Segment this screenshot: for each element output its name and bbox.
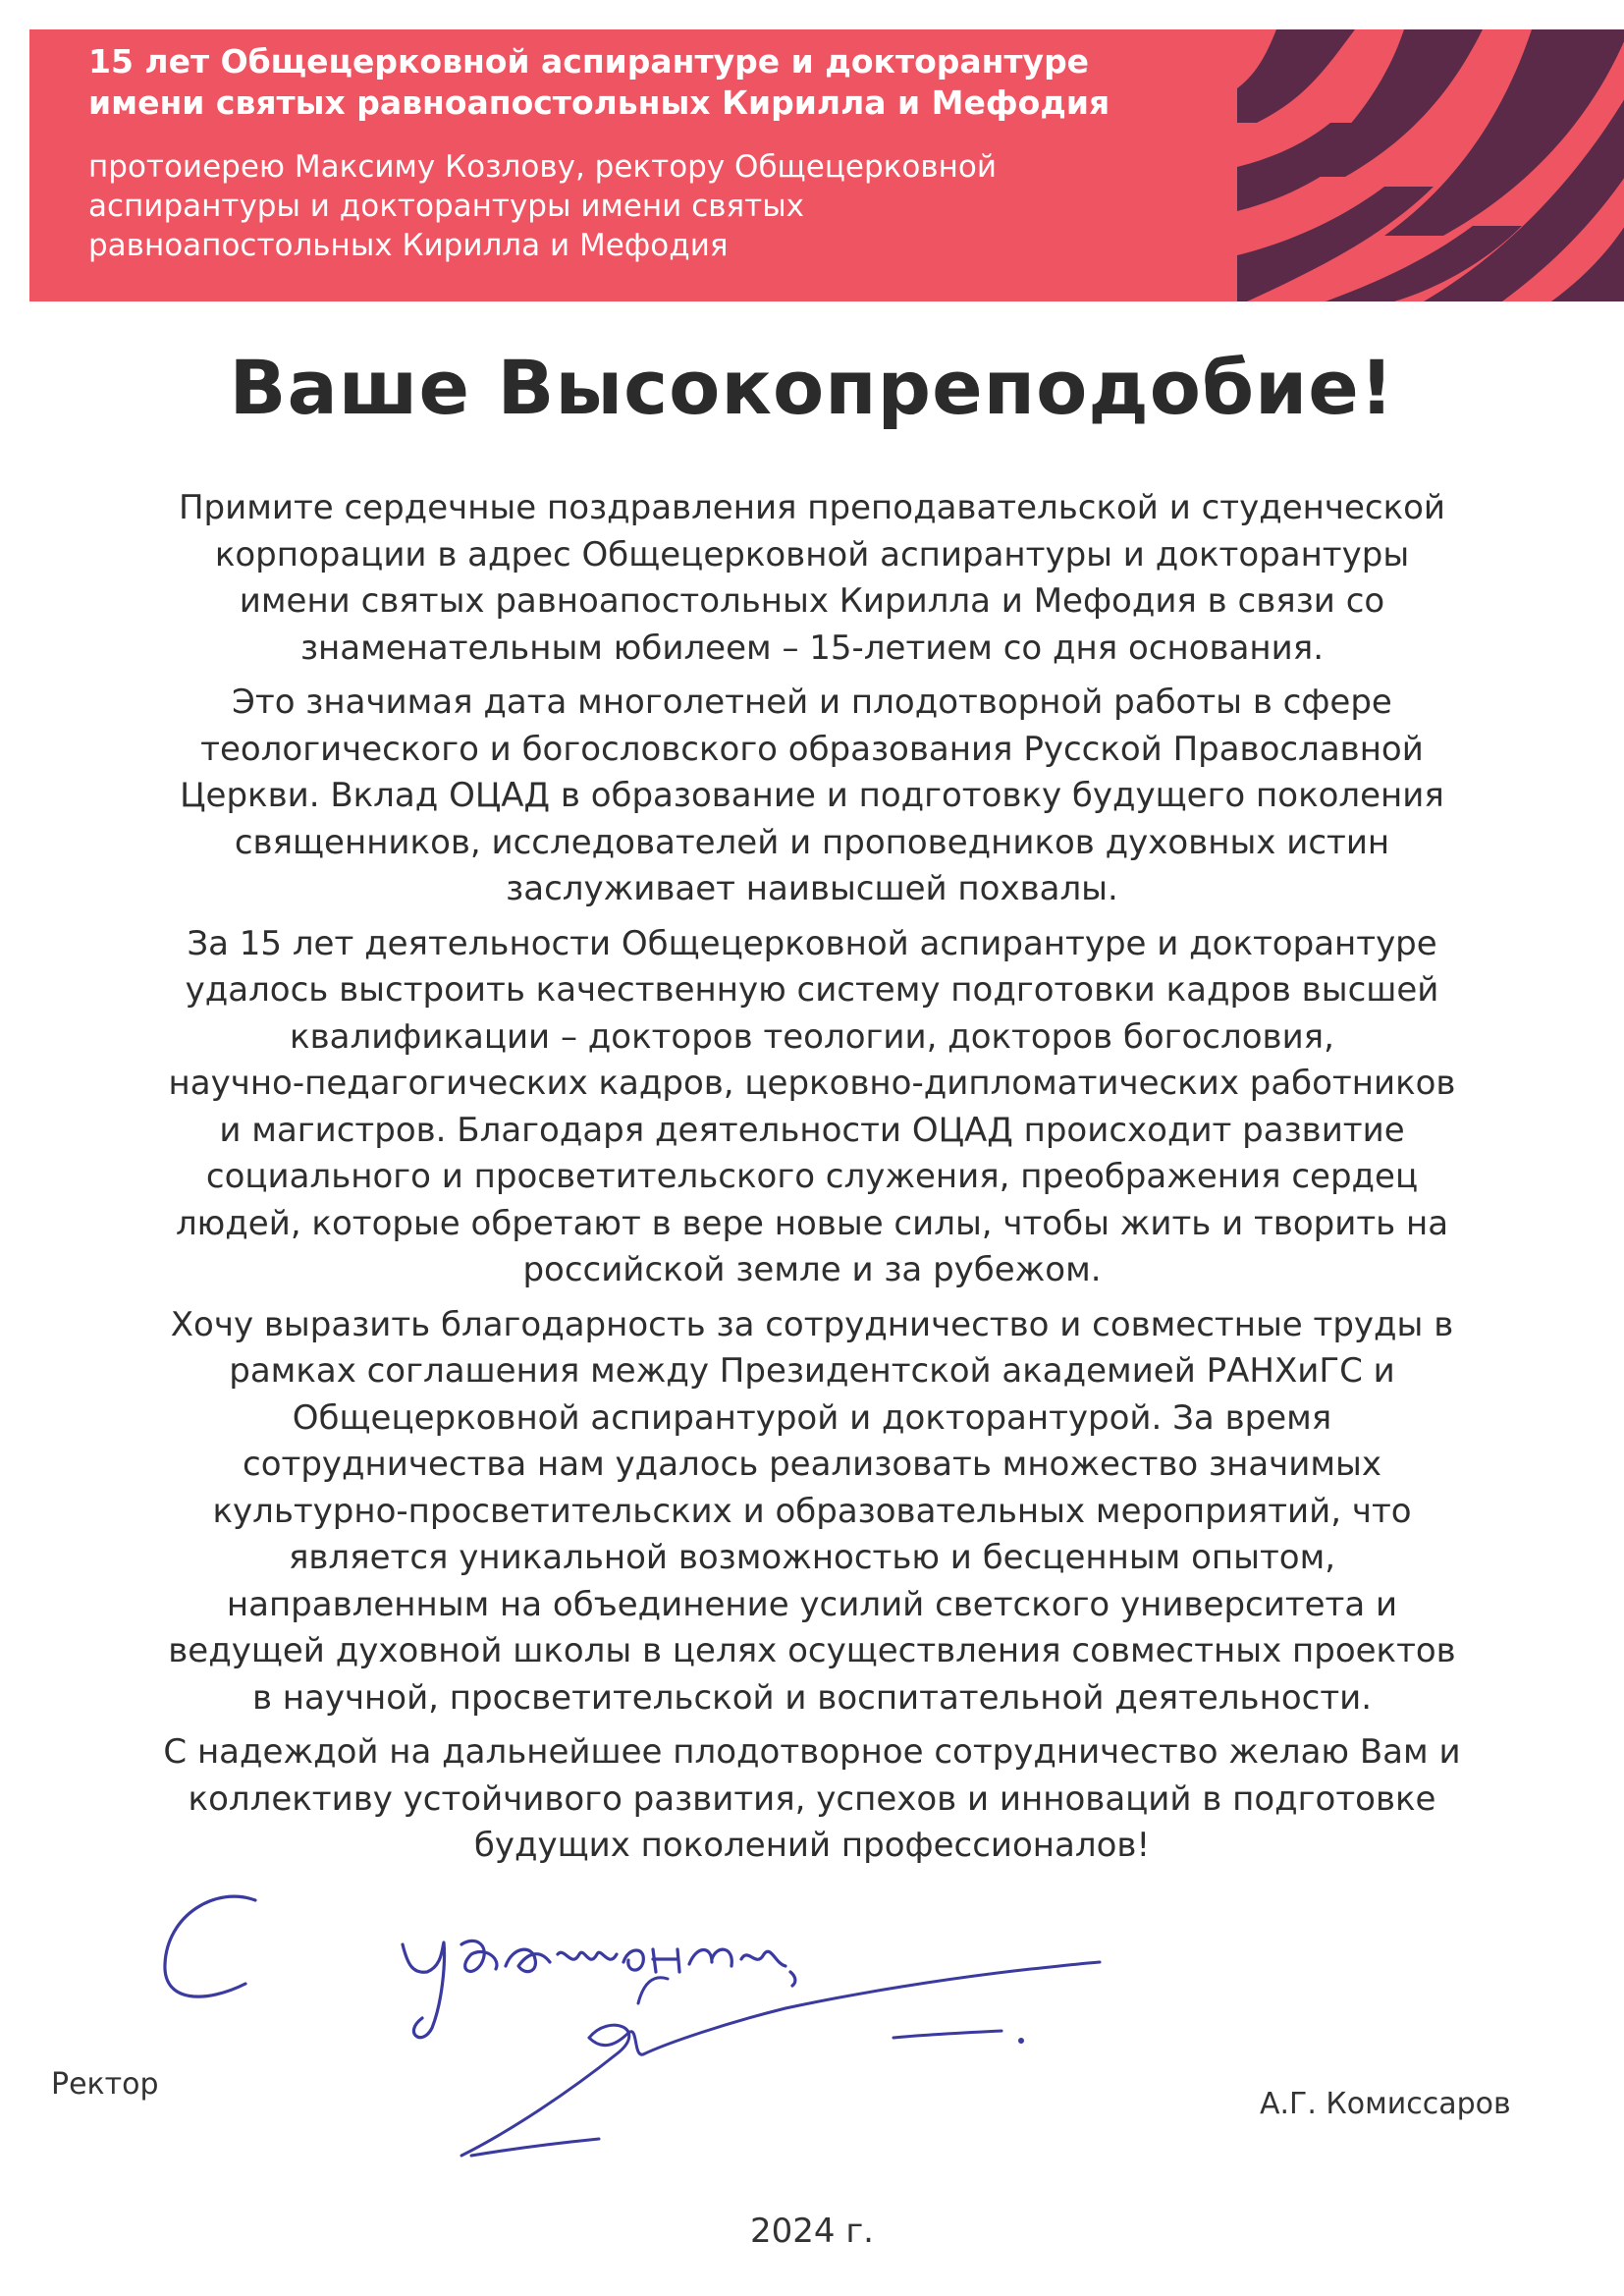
body-line: удалось выстроить качественную систему подготовки кадров высшей — [185, 970, 1439, 1010]
body-line: квалификации – докторов теологии, докторов богословия, — [290, 1016, 1334, 1057]
addressee-line: равноапостольных Кирилла и Мефодия — [88, 228, 729, 263]
body-line: Это значимая дата многолетней и плодотворной работы в сфере — [232, 683, 1392, 722]
salutation-heading: Ваше Высокопреподобие! — [229, 344, 1395, 431]
body-line: имени святых равноапостольных Кирилла и Мефодия в связи со — [239, 581, 1385, 621]
body-line: российской земле и за рубежом. — [522, 1250, 1102, 1289]
body-line: коллективу устойчивого развития, успехов и инноваций в подготовке — [188, 1778, 1436, 1819]
body-line: будущих поколений профессионалов! — [473, 1826, 1151, 1865]
body-line: рамках соглашения между Президентской академией РАНХиГС и — [229, 1351, 1395, 1391]
body-line: Хочу выразить благодарность за сотрудничество и совместные труды в — [170, 1304, 1454, 1344]
addressee-block — [88, 147, 1218, 265]
addressee-line: аспирантуры и докторантуры имени святых — [88, 189, 805, 224]
body-line: научно-педагогических кадров, церковно-дипломатических работников — [168, 1064, 1456, 1103]
body-line: С надеждой на дальнейшее плодотворное сотрудничество желаю Вам и — [163, 1732, 1461, 1772]
body-line: ведущей духовной школы в целях осуществления совместных проектов — [168, 1631, 1456, 1670]
body-line: является уникальной возможностью и бесценным опытом, — [288, 1538, 1336, 1577]
body-line: теологического и богословского образования Русской Православной — [200, 729, 1424, 769]
body-line: людей, которые обретают в вере новые силы, чтобы жить и творить на — [175, 1203, 1449, 1243]
body-line: направленным на объединение усилий светского университета и — [226, 1584, 1398, 1624]
body-paragraph — [59, 680, 1565, 913]
body-paragraph — [59, 1729, 1565, 1870]
body-line: заслуживает наивысшей похвалы. — [506, 869, 1118, 908]
body-line: Церкви. Вклад ОЦАД в образование и подготовку будущего поколения — [180, 776, 1444, 815]
banner-title-line: 15 лет Общецерковной аспирантуре и докторантуре — [88, 42, 1090, 81]
document-date: 2024 г. — [749, 2212, 874, 2251]
body-line: Примите сердечные поздравления преподавательской и студенческой — [178, 488, 1446, 527]
decorative-stripes-graphic — [1237, 29, 1624, 301]
addressee-line: протоиерею Максиму Козлову, ректору Общецерковной — [88, 149, 998, 185]
body-paragraph — [59, 1302, 1565, 1722]
rector-signature — [432, 1944, 1139, 2180]
signatory-role: Ректор — [51, 2067, 159, 2102]
body-paragraph — [59, 485, 1565, 672]
banner-title-line: имени святых равноапостольных Кирилла и Мефодия — [88, 83, 1110, 122]
letter-body — [59, 485, 1565, 1878]
body-line: в научной, просветительской и воспитательной деятельности. — [251, 1677, 1373, 1718]
body-line: За 15 лет деятельности Общецерковной аспирантуре и докторантуре — [187, 923, 1437, 963]
body-line: священников, исследователей и проповедников духовных истин — [234, 822, 1390, 862]
banner-title — [88, 41, 1218, 124]
body-line: и магистров. Благодаря деятельности ОЦАД происходит развитие — [219, 1110, 1405, 1150]
body-line: культурно-просветительских и образовательных мероприятий, что — [212, 1491, 1412, 1531]
body-line: сотрудничества нам удалось реализовать множество значимых — [243, 1445, 1381, 1484]
signatory-name: А.Г. Комиссаров — [1260, 2087, 1511, 2121]
body-line: корпорации в адрес Общецерковной аспирантуры и докторантуры — [214, 534, 1410, 574]
body-line: социального и просветительского служения, преображения сердец — [205, 1157, 1419, 1196]
body-line: Общецерковной аспирантурой и докторантурой. За время — [292, 1397, 1332, 1438]
header-banner — [29, 29, 1624, 301]
body-paragraph — [59, 921, 1565, 1294]
body-line: знаменательным юбилеем – 15-летием со дня основания. — [299, 628, 1325, 668]
